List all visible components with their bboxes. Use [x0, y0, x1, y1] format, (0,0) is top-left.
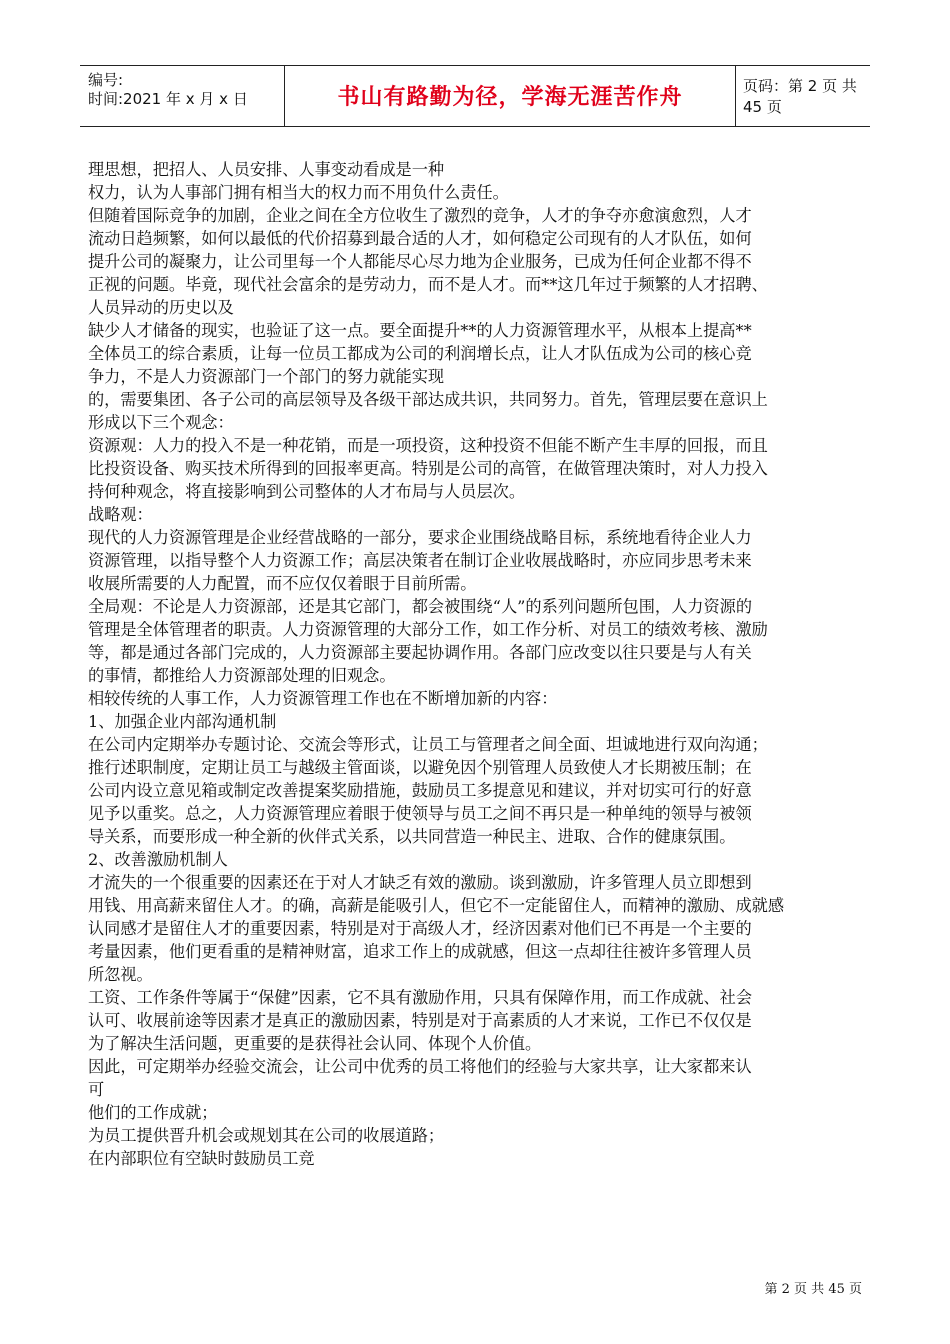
body-text-line: 战略观： — [88, 505, 153, 524]
body-text-line: 资源管理，以指导整个人力资源工作；高层决策者在制订企业收展战略时，亦应同步思考未来 — [88, 551, 752, 570]
body-text-line: 权力，认为人事部门拥有相当大的权力而不用负什么责任。 — [88, 183, 509, 202]
body-text-line: 在内部职位有空缺时鼓励员工竞 — [88, 1149, 315, 1168]
header-bottom-rule — [80, 126, 870, 127]
body-text-line: 导关系，而要形成一种全新的伙伴式关系，以共同营造一种民主、进取、合作的健康氛围。 — [88, 827, 736, 846]
body-text-line: 的，需要集团、各子公司的高层领导及各级干部达成共识，共同努力。首先，管理层要在意识上 — [88, 390, 768, 409]
body-text-line: 公司内设立意见箱或制定改善提案奖励措施，鼓励员工多提意见和建议，并对切实可行的好意 — [88, 781, 752, 800]
body-text-line: 工资、工作条件等属于“保健”因素，它不具有激励作用，只具有保障作用，而工作成就、社会 — [88, 988, 753, 1007]
page-footer: 第 2 页 共 45 页 — [764, 1282, 862, 1297]
body-text-line: 认同感才是留住人才的重要因素，特别是对于高级人才，经济因素对他们已不再是一个主要的 — [88, 919, 752, 938]
body-text-line: 人员异动的历史以及 — [88, 298, 234, 317]
body-text-line: 因此，可定期举办经验交流会，让公司中优秀的员工将他们的经验与大家共享，让大家都来认 — [88, 1057, 752, 1076]
page-header — [80, 65, 870, 127]
body-text-line: 缺少人才储备的现实，也验证了这一点。要全面提升**的人力资源管理水平，从根本上提高** — [88, 321, 752, 340]
body-text-line: 为员工提供晋升机会或规划其在公司的收展道路； — [88, 1126, 445, 1145]
body-text-line: 1、加强企业内部沟通机制 — [88, 712, 277, 731]
body-text-line: 资源观：人力的投入不是一种花销，而是一项投资，这种投资不但能不断产生丰厚的回报，而且 — [88, 436, 768, 455]
body-text-line: 2、改善激励机制人 — [88, 850, 228, 869]
document-number-label: 编号: — [88, 71, 124, 89]
body-text-line: 流动日趋频繁，如何以最低的代价招募到最合适的人才，如何稳定公司现有的人才队伍，如何 — [88, 229, 752, 248]
body-text-line: 比投资设备、购买技术所得到的回报率更高。特别是公司的高管，在做管理决策时，对人力投入 — [88, 459, 768, 478]
body-text-line: 收展所需要的人力配置，而不应仅仅着眼于目前所需。 — [88, 574, 477, 593]
body-text-line: 提升公司的凝聚力，让公司里每一个人都能尽心尽力地为企业服务，已成为任何企业都不得不 — [88, 252, 752, 271]
body-text-line: 形成以下三个观念： — [88, 413, 234, 432]
body-text-line: 他们的工作成就； — [88, 1103, 218, 1122]
header-motto: 书山有路勤为径，学海无涯苦作舟 — [337, 85, 683, 110]
body-text-line: 在公司内定期举办专题讨论、交流会等形式，让员工与管理者之间全面、坦诚地进行双向沟通； — [88, 735, 768, 754]
body-text-line: 全局观：不论是人力资源部，还是其它部门，都会被围绕“人”的系列问题所包围，人力资源的 — [88, 597, 753, 616]
body-text-line: 才流失的一个很重要的因素还在于对人才缺乏有效的激励。谈到激励，许多管理人员立即想到 — [88, 873, 752, 892]
body-text-line: 全体员工的综合素质，让每一位员工都成为公司的利润增长点，让人才队伍成为公司的核心竞 — [88, 344, 752, 363]
header-motto-box — [284, 65, 736, 126]
body-text-line: 持何种观念，将直接影响到公司整体的人才布局与人员层次。 — [88, 482, 526, 501]
body-text-line: 推行述职制度，定期让员工与越级主管面谈，以避免因个别管理人员致使人才长期被压制；在 — [88, 758, 752, 777]
body-text-line: 相较传统的人事工作，人力资源管理工作也在不断增加新的内容： — [88, 689, 558, 708]
body-text-line: 现代的人力资源管理是企业经营战略的一部分，要求企业围绕战略目标，系统地看待企业人力 — [88, 528, 752, 547]
document-body — [88, 158, 872, 1170]
body-text-line: 的事情，都推给人力资源部处理的旧观念。 — [88, 666, 396, 685]
body-text-line: 管理是全体管理者的职责。人力资源管理的大部分工作，如工作分析、对员工的绩效考核、激励 — [88, 620, 768, 639]
body-text-line: 认可、收展前途等因素才是真正的激励因素，特别是对于高素质的人才来说，工作已不仅仅是 — [88, 1011, 752, 1030]
header-meta — [88, 71, 288, 109]
body-text-line: 用钱、用高薪来留住人才。的确，高薪是能吸引人，但它不一定能留住人，而精神的激励、成就感 — [88, 896, 785, 915]
body-text-line: 可 — [88, 1080, 105, 1099]
header-page-number: 页码：第 2 页 共 45 页 — [743, 76, 857, 116]
document-date-label: 时间:2021 年 x 月 x 日 — [88, 90, 248, 108]
body-text-line: 考量因素，他们更看重的是精神财富，追求工作上的成就感，但这一点却往往被许多管理人员 — [88, 942, 752, 961]
body-text-line: 正视的问题。毕竟，现代社会富余的是劳动力，而不是人才。而**这几年过于频繁的人才招聘、 — [88, 275, 768, 294]
body-text-line: 但随着国际竞争的加剧，企业之间在全方位收生了激烈的竞争，人才的争夺亦愈演愈烈，人才 — [88, 206, 752, 225]
body-text-line: 见予以重奖。总之，人力资源管理应着眼于使领导与员工之间不再只是一种单纯的领导与被领 — [88, 804, 752, 823]
body-text-line: 理思想，把招人、人员安排、人事变动看成是一种 — [88, 160, 445, 179]
body-text-line: 争力，不是人力资源部门一个部门的努力就能实现 — [88, 367, 445, 386]
body-text-line: 等，都是通过各部门完成的，人力资源部主要起协调作用。各部门应改变以往只要是与人有关 — [88, 643, 752, 662]
body-text-line: 为了解决生活问题，更重要的是获得社会认同、体现个人价值。 — [88, 1034, 542, 1053]
body-text-line: 所忽视。 — [88, 965, 153, 984]
